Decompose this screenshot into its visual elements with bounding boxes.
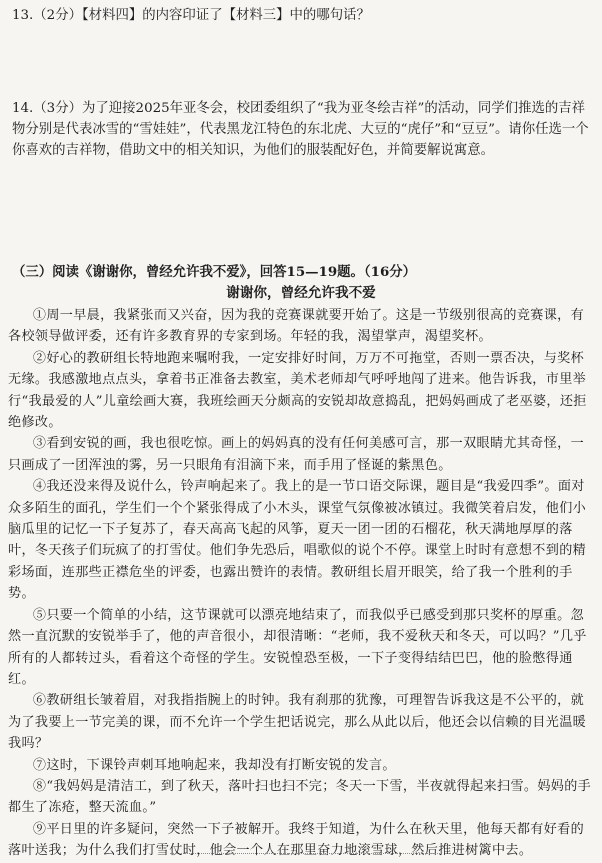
article-title: 谢谢你，曾经允许我不爱 <box>226 285 376 301</box>
article-paragraph: ③看到安锐的画，我也很吃惊。画上的妈妈真的没有任何美感可言，那一双眼睛尤其奇怪，一只画成了一团浑浊的雾，另一只眼角有泪滴下来，而手用了怪诞的紫黑色。 <box>8 436 585 473</box>
section-heading: （三）阅读《谢谢你，曾经允许我不爱》，回答15—19题。（16分） <box>12 264 417 280</box>
page-bottom-divider <box>170 853 440 858</box>
reading-article <box>8 282 594 862</box>
article-paragraph: ⑧“我妈妈是清洁工，到了秋天，落叶扫也扫不完；冬天一下雪，半夜就得起来扫雪。妈妈的手都生了冻疮，整天流血。” <box>8 778 592 816</box>
question-14: 14.（3分）为了迎接2025年亚冬会，校团委组织了“我为亚冬绘吉祥”的活动，同学们推选的吉祥物分别是代表冰雪的“雪娃娃”，代表黑龙江特色的东北虎、大豆的“虎仔”和“豆豆”。请你任选一个你喜欢的吉祥物，借助文中的相关知识，为他们的服装配好色，并简要解说寓意。 <box>12 101 589 158</box>
article-paragraph: ①周一早晨，我紧张而又兴奋，因为我的竞赛课就要开始了。这是一节级别很高的竞赛课，有各校领导做评委，还有许多教育界的专家到场。年轻的我，渴望掌声，渴望奖杯。 <box>8 308 585 345</box>
article-paragraph: ⑨平日里的许多疑问，突然一下子被解开。我终于知道，为什么在秋天里，他每天都有好看的落叶送我；为什么我们打雪仗时，他会一个人在那里奋力地滚雪球，然后推进树篱中去。 <box>8 821 585 859</box>
article-paragraph: ⑤只要一个简单的小结，这节课就可以漂亮地结束了，而我似乎已感受到那只奖杯的厚重。忽然一直沉默的安锐举手了，他的声音很小，却很清晰：“老师，我不爱秋天和冬天，可以吗？”几乎所有的人都转过头，看着这个奇怪的学生。安锐惶恐至极，一下子变得结结巴巴，他的脸憋得通红。 <box>8 607 587 687</box>
article-paragraph: ②好心的教研组长特地跑来嘱咐我，一定安排好时间，万万不可拖堂，否则一票否决，与奖杯无缘。我感激地点点头，拿着书正准备去教室，美术老师却气呼呼地闯了进来。他告诉我，市里举行“我最爱的人”儿童绘画大赛，我班绘画天分颇高的安锐却故意捣乱，把妈妈画成了老巫婆，还拒绝修改。 <box>8 350 587 431</box>
article-paragraph: ⑦这时，下课铃声刺耳地响起来，我却没有打断安锐的发言。 <box>32 757 396 773</box>
question-13: 13.（2分）【材料四】的内容印证了【材料三】中的哪句话？ <box>12 8 370 23</box>
article-paragraph: ⑥教研组长皱着眉，对我指指腕上的时钟。我有刹那的犹豫，可理智告诉我这是不公平的，就为了我要上一节完美的课，而不允许一个学生把话说完，那么从此以后，他还会以信赖的目光温暖我吗？ <box>8 693 587 752</box>
article-paragraph: ④我还没来得及说什么，铃声响起来了。我上的是一节口语交际课，题目是“我爱四季”。面对众多陌生的面孔，学生们一个个紧张得成了小木头，课堂气氛像被冰镇过。我微笑着启发，他们小脑瓜里的记忆一下子复苏了，春天高高飞起的风筝，夏天一团一团的石榴花，秋天满地厚厚的落叶，冬天孩子们玩疯了的打雪仗。他们争先恐后，唱歌似的说个不停。课堂上时时有意想不到的精彩场面，连那些正襟危坐的评委，也露出赞许的表情。教研组长眉开眼笑，给了我一个胜利的手势。 <box>8 479 587 602</box>
